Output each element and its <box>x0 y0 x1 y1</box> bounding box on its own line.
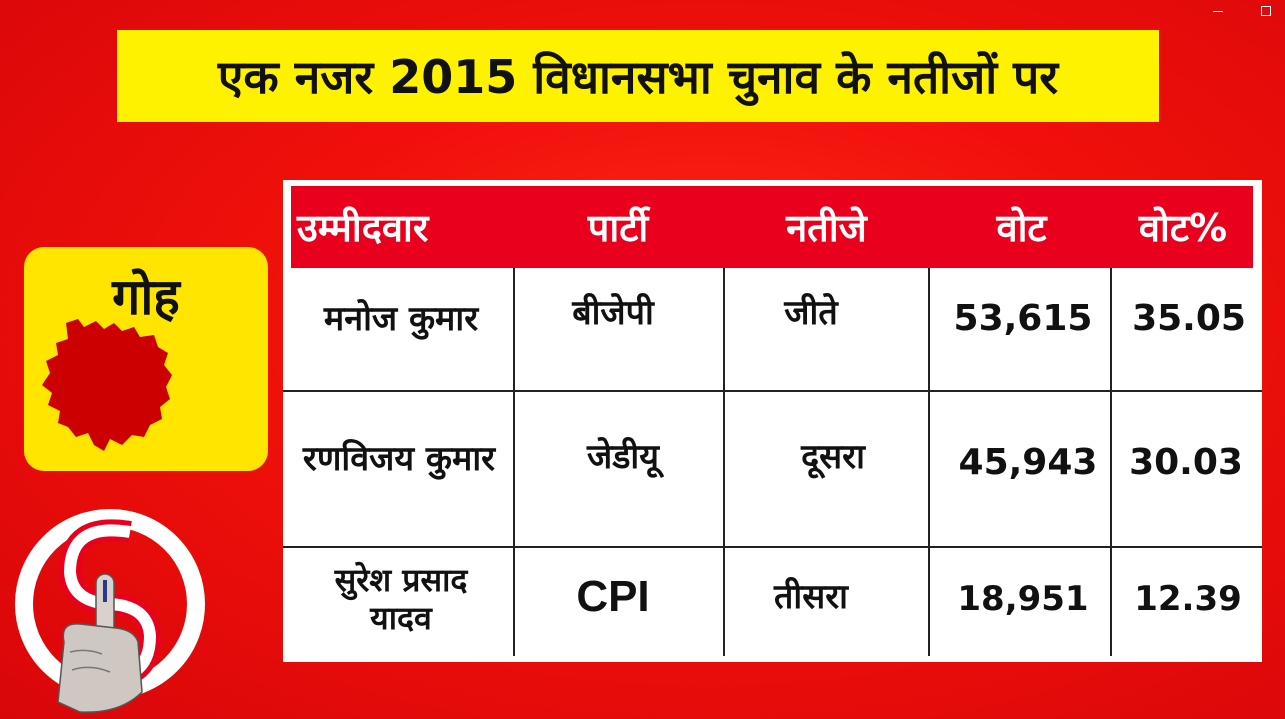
header-candidate: उम्मीदवार <box>297 206 429 250</box>
vote-count: 18,951 <box>957 579 1089 619</box>
party-name: बीजेपी <box>572 293 654 333</box>
result-text: दूसरा <box>801 437 865 477</box>
title-banner <box>117 30 1159 122</box>
vote-count: 53,615 <box>953 298 1093 339</box>
header-votes: वोट <box>996 206 1047 250</box>
column-divider <box>723 268 725 656</box>
candidate-name: मनोज कुमार <box>323 299 479 339</box>
header-vote-percent: वोट% <box>1138 206 1228 250</box>
header-party: पार्टी <box>587 206 649 250</box>
constituency-map-icon <box>38 309 188 459</box>
restore-icon[interactable] <box>1261 6 1271 16</box>
page-title: एक नजर 2015 विधानसभा चुनाव के नतीजों पर <box>217 50 1059 104</box>
column-divider <box>928 268 930 656</box>
row-divider <box>283 546 1262 548</box>
results-table <box>283 180 1262 662</box>
window-controls <box>1213 2 1271 16</box>
candidate-name-line1: सुरेश प्रसाद <box>334 561 468 599</box>
vote-percent: 30.03 <box>1129 442 1243 483</box>
election-commission-logo-icon <box>10 492 210 719</box>
table-body <box>283 268 1262 662</box>
header-result: नतीजे <box>786 206 867 250</box>
column-divider <box>1110 268 1112 656</box>
vote-percent: 12.39 <box>1134 579 1242 619</box>
row-divider <box>283 390 1262 392</box>
vote-percent: 35.05 <box>1132 298 1246 339</box>
candidate-name: रणविजय कुमार <box>302 439 496 479</box>
vote-count: 45,943 <box>958 442 1098 483</box>
constituency-name: गोह <box>112 268 180 326</box>
minimize-icon[interactable] <box>1213 11 1223 12</box>
constituency-card <box>24 247 268 471</box>
table-header <box>291 186 1253 268</box>
party-name: CPI <box>576 572 650 621</box>
result-text: तीसरा <box>774 577 848 617</box>
result-text: जीते <box>784 293 838 333</box>
candidate-name-line2: यादव <box>370 599 432 637</box>
party-name: जेडीयू <box>587 437 659 477</box>
